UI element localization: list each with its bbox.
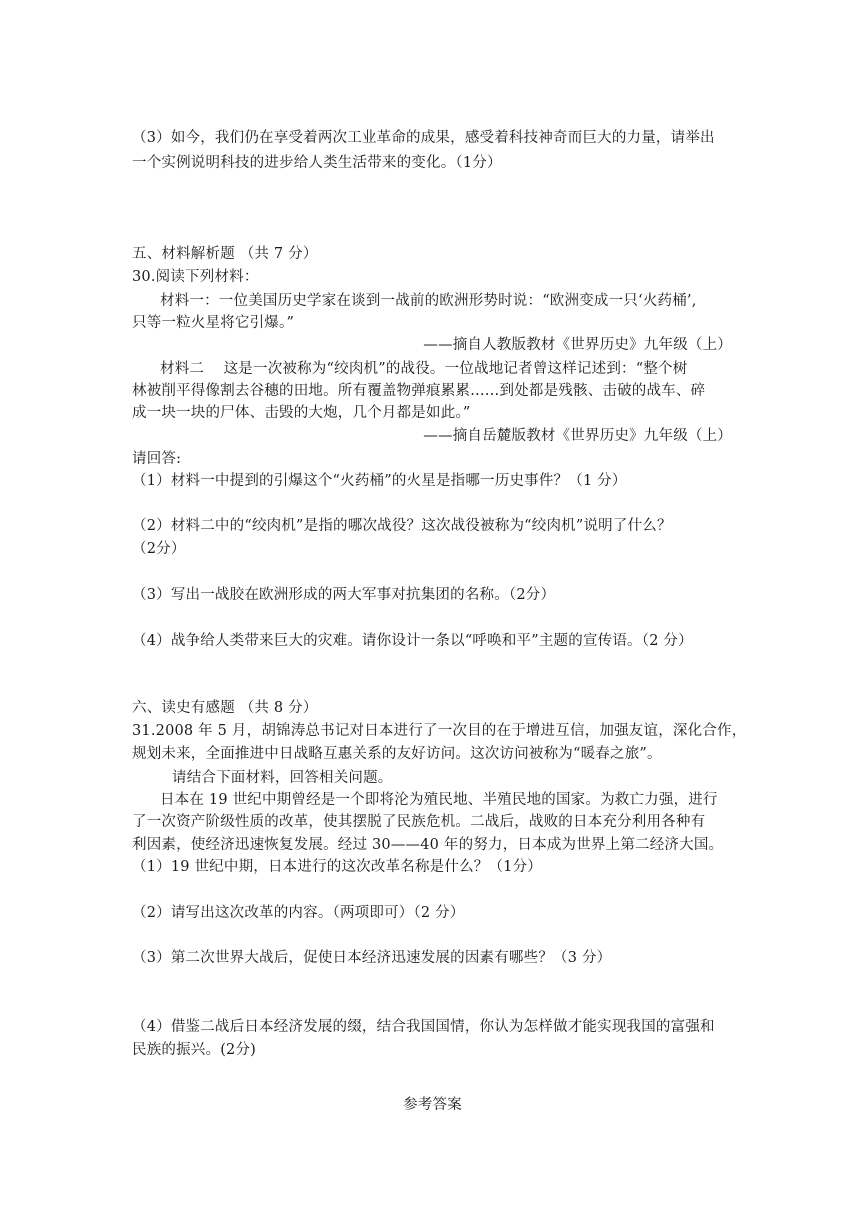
q30-3: （3）写出一战胶在欧洲形成的两大军事对抗集团的名称。（2分） <box>132 587 556 603</box>
q31-material-line2: 了一次资产阶级性质的改革，使其摆脱了民族危机。二战后，战败的日本充分利用各种有 <box>132 814 706 830</box>
q31-3: （3）第二次世界大战后，促使日本经济迅速发展的因素有哪些？（3 分） <box>132 950 612 966</box>
material2-source: ——摘自岳麓版教材《世界历史》九年级（上） <box>423 428 732 444</box>
q31-line2: 规划未来，全面推进中日战略互惠关系的友好访问。这次访问被称为“暖春之旅”。 <box>132 746 662 762</box>
q31-instruction: 请结合下面材料，回答相关问题。 <box>172 770 393 786</box>
q31-1: （1）19 世纪中期，日本进行的这次改革名称是什么？（1分） <box>132 859 543 875</box>
material1-source: ——摘自人教版教材《世界历史》九年级（上） <box>423 337 732 353</box>
section5-heading: 五、材料解析题 （共 7 分） <box>132 246 318 262</box>
q30-2-line1: （2）材料二中的“绞肉机”是指的哪次战役？这次战役被称为“绞肉机”说明了什么？ <box>132 518 672 534</box>
q31-4-line2: 民族的振兴。(2分) <box>132 1042 257 1058</box>
q30-title: 30.阅读下列材料： <box>132 269 259 285</box>
q30-1: （1）材料一中提到的引爆这个“火药桶”的火星是指哪一历史事件？（1 分） <box>132 473 627 489</box>
q29-3-line2: 一个实例说明科技的进步给人类生活带来的变化。（1分） <box>132 155 502 171</box>
q30-2-line2: （2分） <box>132 541 186 557</box>
material1-line2: 只等一粒火星将它引爆。” <box>132 315 295 331</box>
material1-line1: 材料一：一位美国历史学家在谈到一战前的欧洲形势时说：“欧洲变成一只‘火药桶’, <box>160 293 697 309</box>
answer-prompt: 请回答: <box>132 451 182 467</box>
q31-2: （2）请写出这次改革的内容。（两项即可）（2 分） <box>132 905 465 921</box>
material2-line3: 成一块一块的尸体、击毁的大炮，几个月都是如此。” <box>132 405 471 421</box>
section6-heading: 六、读史有感题 （共 8 分） <box>132 700 318 716</box>
material2-line2: 林被削平得像割去谷穗的田地。所有覆盖物弹痕累累……到处都是残骸、击破的战车、碎 <box>132 383 706 399</box>
material2-line1: 材料二 这是一次被称为“绞肉机”的战役。一位战地记者曾这样记述到：“整个树 <box>160 361 688 377</box>
q31-material-line1: 日本在 19 世纪中期曾经是一个即将沦为殖民地、半殖民地的国家。为救亡力强，进行 <box>160 792 718 808</box>
answers-heading: 参考答案 <box>403 1097 462 1113</box>
q31-line1: 31.2008 年 5 月，胡锦涛总书记对日本进行了一次目的在于增进互信，加强友谊，深化合作， <box>132 723 747 739</box>
q31-material-line3: 利因素，使经济迅速恢复发展。经过 30——40 年的努力，日本成为世界上第二经济大国。 <box>132 837 724 853</box>
q31-4-line1: （4）借鉴二战后日本经济发展的缀，结合我国国情，你认为怎样做才能实现我国的富强和 <box>132 1019 715 1035</box>
q29-3-line1: （3）如今，我们仍在享受着两次工业革命的成果，感受着科技神奇而巨大的力量，请举出 <box>132 130 715 146</box>
q30-4: （4）战争给人类带来巨大的灾难。请你设计一条以“呼唤和平”主题的宣传语。（2 分） <box>132 633 693 649</box>
